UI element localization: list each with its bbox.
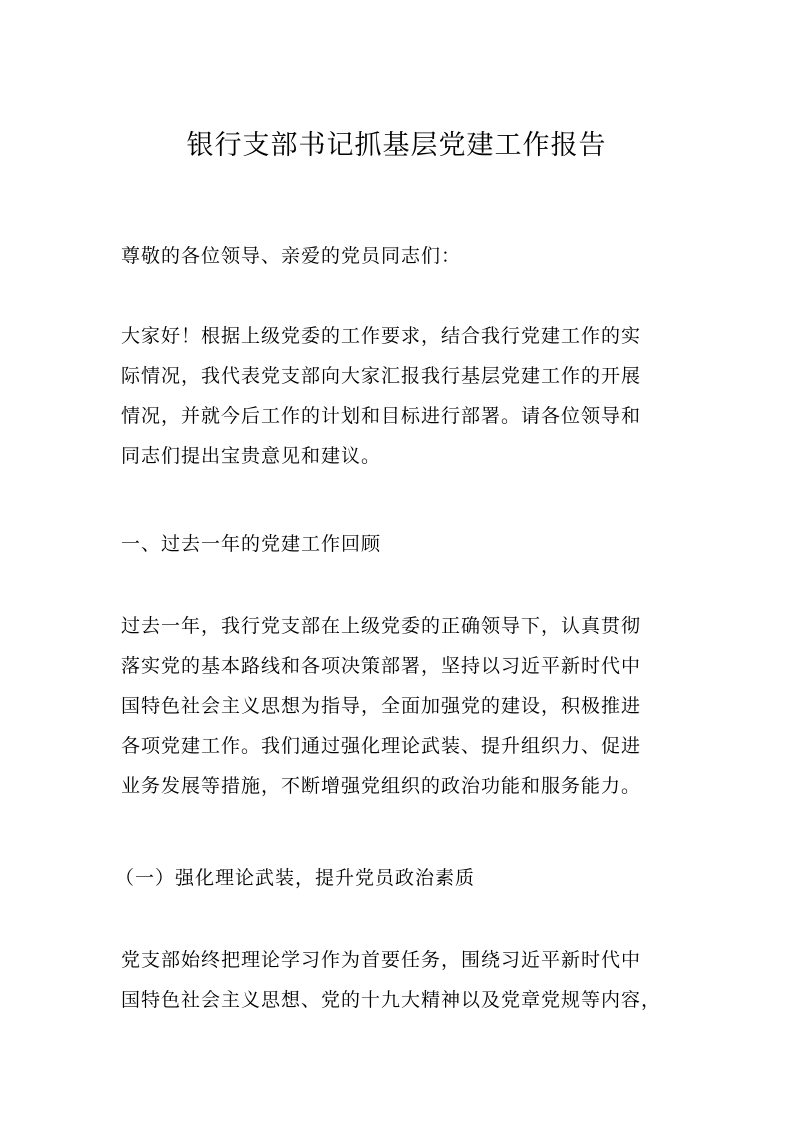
subsection-1-paragraph (121, 940, 681, 1020)
intro-line-3: 情况，并就今后工作的计划和目标进行部署。请各位领导和 (121, 405, 642, 427)
section-1-line-3: 国特色社会主义思想为指导，全面加强党的建设，积极推进 (121, 695, 642, 717)
intro-paragraph (121, 316, 681, 476)
subsection-1-line-1: 党支部始终把理论学习作为首要任务，围绕习近平新时代中 (121, 949, 642, 971)
intro-line-4: 同志们提出宝贵意见和建议。 (121, 445, 382, 467)
document-title: 银行支部书记抓基层党建工作报告 (186, 130, 607, 161)
section-1-line-2: 落实党的基本路线和各项决策部署，坚持以习近平新时代中 (121, 655, 642, 677)
subsection-1-heading: （一）强化理论武装，提升党员政治素质 (115, 867, 476, 889)
section-1-heading: 一、过去一年的党建工作回顾 (121, 533, 382, 555)
section-1-line-5: 业务发展等措施，不断增强党组织的政治功能和服务能力。 (121, 775, 642, 797)
intro-line-1: 大家好！根据上级党委的工作要求，结合我行党建工作的实 (121, 325, 642, 347)
subsection-1-line-2: 国特色社会主义思想、党的十九大精神以及党章党规等内容， (121, 989, 662, 1011)
section-1-line-4: 各项党建工作。我们通过强化理论武装、提升组织力、促进 (121, 735, 642, 757)
section-1-paragraph (121, 606, 681, 806)
intro-line-2: 际情况，我代表党支部向大家汇报我行基层党建工作的开展 (121, 365, 642, 387)
salutation: 尊敬的各位领导、亲爱的党员同志们： (121, 245, 462, 267)
section-1-line-1: 过去一年，我行党支部在上级党委的正确领导下，认真贯彻 (121, 615, 642, 637)
